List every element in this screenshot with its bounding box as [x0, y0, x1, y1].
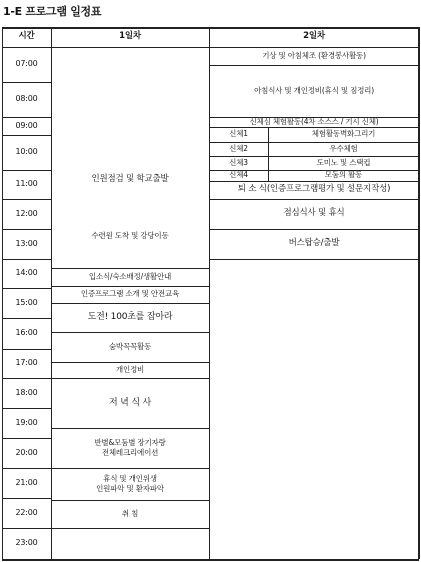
activity-value: 우수체험	[329, 143, 358, 153]
day1-item: 도전! 100초를 잡아라	[87, 312, 173, 323]
day1-row-line	[51, 528, 209, 529]
time-cell: 23:00	[15, 538, 38, 548]
day1-item: 숨박꼭꼭활동	[108, 341, 152, 351]
time-cell: 20:00	[15, 447, 38, 457]
activity-value: 체험활동벽화그리기	[311, 129, 376, 139]
day2-item: 버스탑승/출발	[288, 238, 340, 249]
activity-value: 모둠의 활동	[324, 170, 363, 180]
day2-item: 퇴 소 식(인증프로그램평가 및 설문지작성)	[237, 184, 391, 195]
activity-label: 신체2	[229, 143, 248, 153]
day2-item: 기상 및 아침체조 (환경봉사활동)	[262, 50, 366, 60]
day1-morning-sub: 수련원 도착 및 강당이동	[91, 230, 169, 240]
time-cell: 08:00	[15, 94, 38, 104]
day2-item: 신체심 체험활동(4차 소스스 / 기시 신체)	[249, 117, 379, 126]
time-cell: 09:00	[15, 120, 38, 130]
activity-label: 신체4	[229, 170, 248, 180]
day1-item: 입소식/숙소배정/생활안내	[88, 271, 172, 281]
day1-item: 인증프로그램 소개 및 안전교육	[80, 289, 180, 299]
page-title: 1-E 프로그램 일정표	[3, 5, 102, 18]
day1-item: 개인정비	[115, 364, 145, 374]
time-cell: 16:00	[15, 328, 38, 338]
time-cell: 14:00	[15, 268, 38, 278]
activity-label: 신체3	[229, 157, 248, 167]
time-cell: 19:00	[15, 417, 38, 427]
activity-label: 신체1	[229, 129, 248, 139]
time-cell: 12:00	[15, 208, 38, 218]
time-cell: 21:00	[15, 477, 38, 487]
time-cell: 07:00	[15, 59, 38, 69]
header-day1: 1일차	[119, 31, 141, 42]
day1-item: 저 녁 식 사	[109, 397, 151, 408]
time-cell: 10:00	[15, 147, 38, 157]
day1-item: 반별&모둠별 장기자랑 전체레크리에이션	[94, 437, 166, 457]
time-cell: 17:00	[15, 358, 38, 368]
table-bottom-border	[2, 559, 419, 561]
time-cell: 15:00	[15, 297, 38, 307]
header-day2: 2일차	[303, 31, 325, 42]
header-time: 시간	[18, 31, 35, 42]
time-cell: 11:00	[15, 179, 38, 189]
day2-item: 아침식사 및 개인정비(휴식 및 짐정리)	[254, 85, 374, 95]
day1-morning-main: 인원점검 및 학교출발	[91, 174, 169, 185]
day1-item: 취 침	[121, 508, 139, 518]
time-cell: 13:00	[15, 238, 38, 248]
time-cell: 22:00	[15, 507, 38, 517]
day2-item: 점심식사 및 휴식	[283, 208, 345, 219]
time-cell: 18:00	[15, 387, 38, 397]
day1-item: 휴식 및 개인위생 인원파악 및 환자파악	[96, 473, 164, 493]
day2-row-line	[209, 259, 419, 260]
activity-value: 도미노 및 스택컵	[316, 157, 371, 167]
